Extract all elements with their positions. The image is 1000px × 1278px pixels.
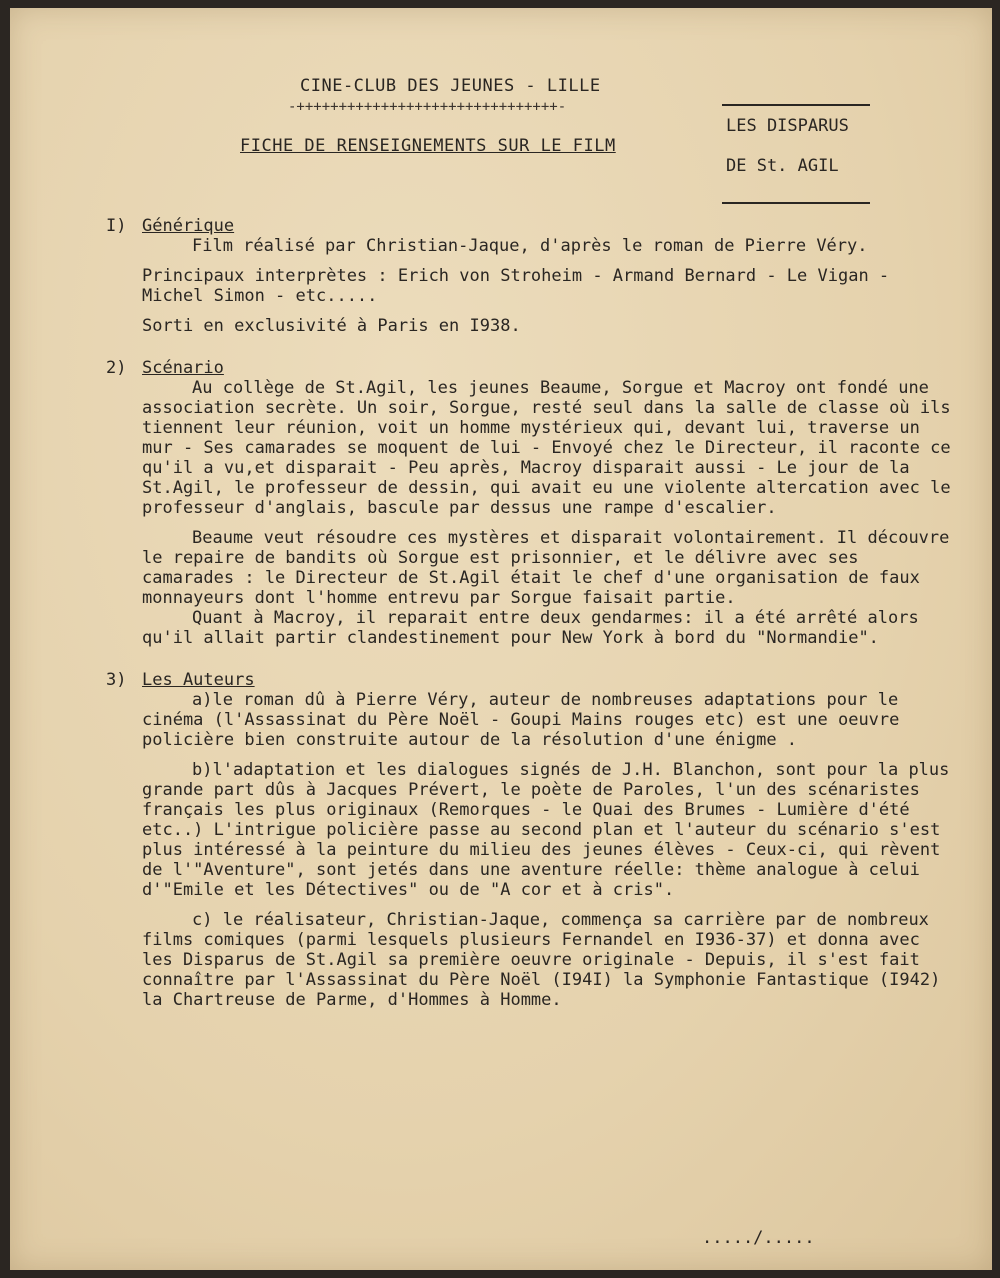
section-number: 2) — [106, 358, 127, 378]
document-body — [106, 216, 956, 1032]
section-number: I) — [106, 216, 127, 236]
paragraph: Beaume veut résoudre ces mystères et disparait volontairement. Il découvre le repaire de bandits où Sorgue est prisonnier, et le délivre avec ses camarades : le Directeur de St.Agil était le chef d'une organisation de faux monnayeurs dont l'homme entrevu par Sorgue faisait partie. — [142, 528, 950, 608]
section-header — [106, 216, 956, 236]
section-generique — [106, 216, 956, 336]
section-number: 3) — [106, 670, 127, 690]
club-name: CINE-CLUB DES JEUNES - LILLE — [300, 76, 601, 96]
film-title-box — [722, 104, 870, 204]
header-decoration-line: -+++++++++++++++++++++++++++++++- — [288, 99, 567, 115]
section-title: Générique — [142, 216, 235, 236]
section-scenario — [106, 358, 956, 648]
continuation-mark: ...../..... — [702, 1228, 815, 1248]
document-page — [10, 8, 992, 1270]
section-header — [106, 670, 956, 690]
paragraph: Principaux interprètes : Erich von Stroheim - Armand Bernard - Le Vigan - Michel Simon - etc..... — [142, 266, 890, 306]
paragraph: Film réalisé par Christian-Jaque, d'après le roman de Pierre Véry. — [192, 236, 868, 256]
section-title: Les Auteurs — [142, 670, 255, 690]
paragraph: a)le roman dû à Pierre Véry, auteur de nombreuses adaptations pour le cinéma (l'Assassinat du Père Noël - Goupi Mains rouges etc) est une oeuvre policière bien construite autour de la résolution d'une énigme . — [142, 690, 900, 750]
film-title-line1: LES DISPARUS — [726, 116, 849, 136]
fiche-heading: FICHE DE RENSEIGNEMENTS SUR LE FILM — [240, 136, 616, 156]
section-header — [106, 358, 956, 378]
paragraph: c) le réalisateur, Christian-Jaque, commença sa carrière par de nombreux films comiques (parmi lesquels plusieurs Fernandel en I936-37) et donna avec les Disparus de St.Agil sa première oeuvre originale - Depuis, il s'est fait connaître par l'Assassinat du Père Noël (I94I) la Symphonie Fantastique (I942) la Chartreuse de Parme, d'Hommes à Homme. — [142, 910, 941, 1010]
section-title: Scénario — [142, 358, 224, 378]
section-auteurs — [106, 670, 956, 1010]
paragraph: Au collège de St.Agil, les jeunes Beaume, Sorgue et Macroy ont fondé une association secrète. Un soir, Sorgue, resté seul dans la salle de classe où ils tiennent leur réunion, voit un homme mystérieux qui, devant lui, traverse un mur - Ses camarades se moquent de lui - Envoyé chez le Directeur, il raconte ce qu'il a vu,et disparait - Peu après, Macroy disparait aussi - Le jour de la St.Agil, le professeur de dessin, qui avait eu une violente altercation avec le professeur d'anglais, bascule par dessus une rampe d'escalier. — [142, 378, 951, 518]
paragraph: Sorti en exclusivité à Paris en I938. — [142, 316, 521, 336]
paragraph: b)l'adaptation et les dialogues signés de J.H. Blanchon, sont pour la plus grande part dûs à Jacques Prévert, le poète de Paroles, l'un des scénaristes français les plus originaux (Remorques - le Quai des Brumes - Lumière d'été etc..) L'intrigue policière passe au second plan et l'auteur du scénario s'est plus intéressé à la peinture du milieu des jeunes élèves - Ceux-ci, qui rèvent de l'"Aventure", sont jetés dans une aventure réelle: thème analogue à celui d'"Emile et les Détectives" ou de "A cor et à cris". — [142, 760, 950, 900]
paragraph: Quant à Macroy, il reparait entre deux gendarmes: il a été arrêté alors qu'il allait partir clandestinement pour New York à bord du "Normandie". — [142, 608, 919, 648]
film-title-line2: DE St. AGIL — [726, 156, 839, 176]
